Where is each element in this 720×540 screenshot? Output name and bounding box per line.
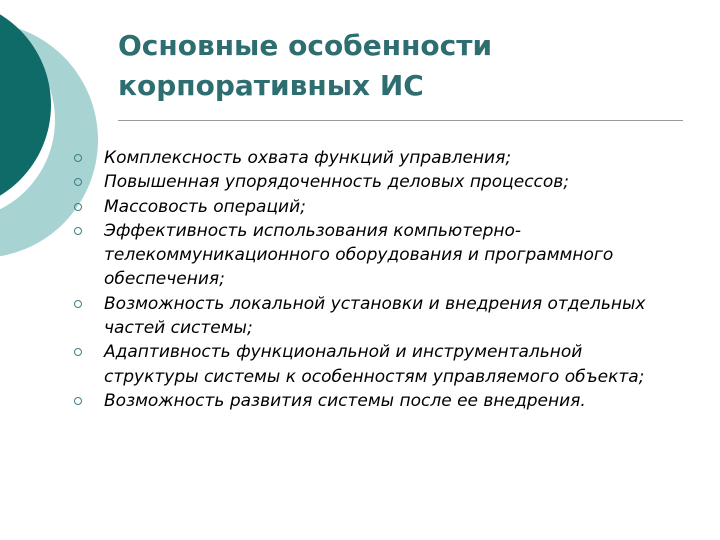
bullet-item xyxy=(72,146,672,170)
bullet-text: Адаптивность функциональной и инструментальной структуры системы к особенностям управляемого объекта; xyxy=(104,342,645,387)
slide-title xyxy=(118,26,678,106)
bullet-item xyxy=(72,340,672,389)
bullet-item xyxy=(72,389,672,413)
bullet-text: Эффективность использования компьютерно-телекоммуникационного оборудования и программного обеспечения; xyxy=(104,220,614,290)
hollow-circle-bullet-icon xyxy=(74,300,82,308)
bullet-text: Массовость операций; xyxy=(104,196,306,217)
title-line-2: корпоративных ИС xyxy=(118,69,424,102)
title-line-1: Основные особенности xyxy=(118,29,493,62)
hollow-circle-bullet-icon xyxy=(74,348,82,356)
bullet-text: Возможность локальной установки и внедрения отдельных частей системы; xyxy=(104,293,646,339)
bullet-item xyxy=(72,170,672,194)
bullet-item xyxy=(72,219,672,292)
bullet-item xyxy=(72,292,672,341)
bullet-text: Комплексность охвата функций управления; xyxy=(104,148,512,168)
title-divider xyxy=(118,120,683,121)
hollow-circle-bullet-icon xyxy=(74,397,82,405)
hollow-circle-bullet-icon xyxy=(74,227,82,235)
bullet-list xyxy=(72,146,672,413)
bullet-item xyxy=(72,195,672,219)
bullet-text: Возможность развития системы после ее внедрения. xyxy=(104,390,586,411)
hollow-circle-bullet-icon xyxy=(74,154,82,162)
hollow-circle-bullet-icon xyxy=(74,178,82,186)
bullet-text: Повышенная упорядоченность деловых процессов; xyxy=(104,172,570,193)
hollow-circle-bullet-icon xyxy=(74,203,82,211)
